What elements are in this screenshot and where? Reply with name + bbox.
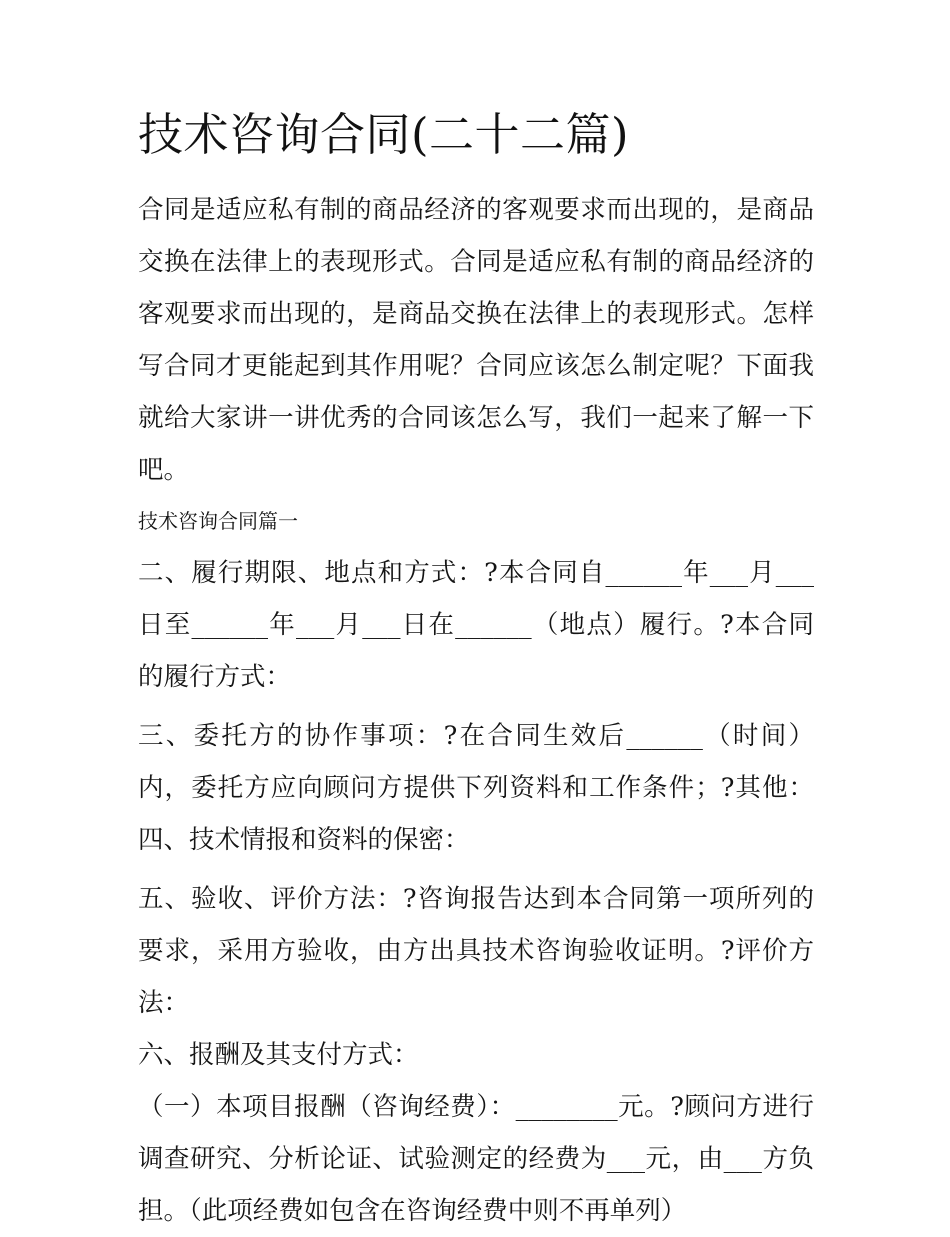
section-acceptance-evaluation: 五、验收、评价方法：?咨询报告达到本合同第一项所列的要求，采用方验收，由方出具技术咨询验收证明。?评价方法：: [138, 884, 814, 1018]
page-title: 技术咨询合同(二十二篇): [138, 108, 630, 161]
section-remuneration-detail: （一）本项目报酬（咨询经费）：________元。?顾问方进行调查研究、分析论证、试验测定的经费为___元，由___方负担。（此项经费如包含在咨询经费中则不再单列）: [138, 1092, 814, 1226]
document-content: [138, 0, 814, 1237]
section-client-cooperation: 三、委托方的协作事项：?在合同生效后______（时间）内，委托方应向顾问方提供下列资料和工作条件；?其他： 四、技术情报和资料的保密：: [138, 721, 814, 855]
sub-heading: 技术咨询合同篇一: [138, 509, 298, 533]
section-remuneration-heading: 六、报酬及其支付方式：: [138, 1040, 419, 1070]
section-performance-period: 二、履行期限、地点和方式：?本合同自______年___月___日至______年___月___日在______（地点）履行。?本合同的履行方式：: [138, 558, 814, 692]
intro-paragraph: 合同是适应私有制的商品经济的客观要求而出现的，是商品交换在法律上的表现形式。合同是适应私有制的商品经济的客观要求而出现的，是商品交换在法律上的表现形式。怎样写合同才更能起到其作用呢？合同应该怎么制定呢？下面我就给大家讲一讲优秀的合同该怎么写，我们一起来了解一下吧。: [138, 195, 814, 485]
